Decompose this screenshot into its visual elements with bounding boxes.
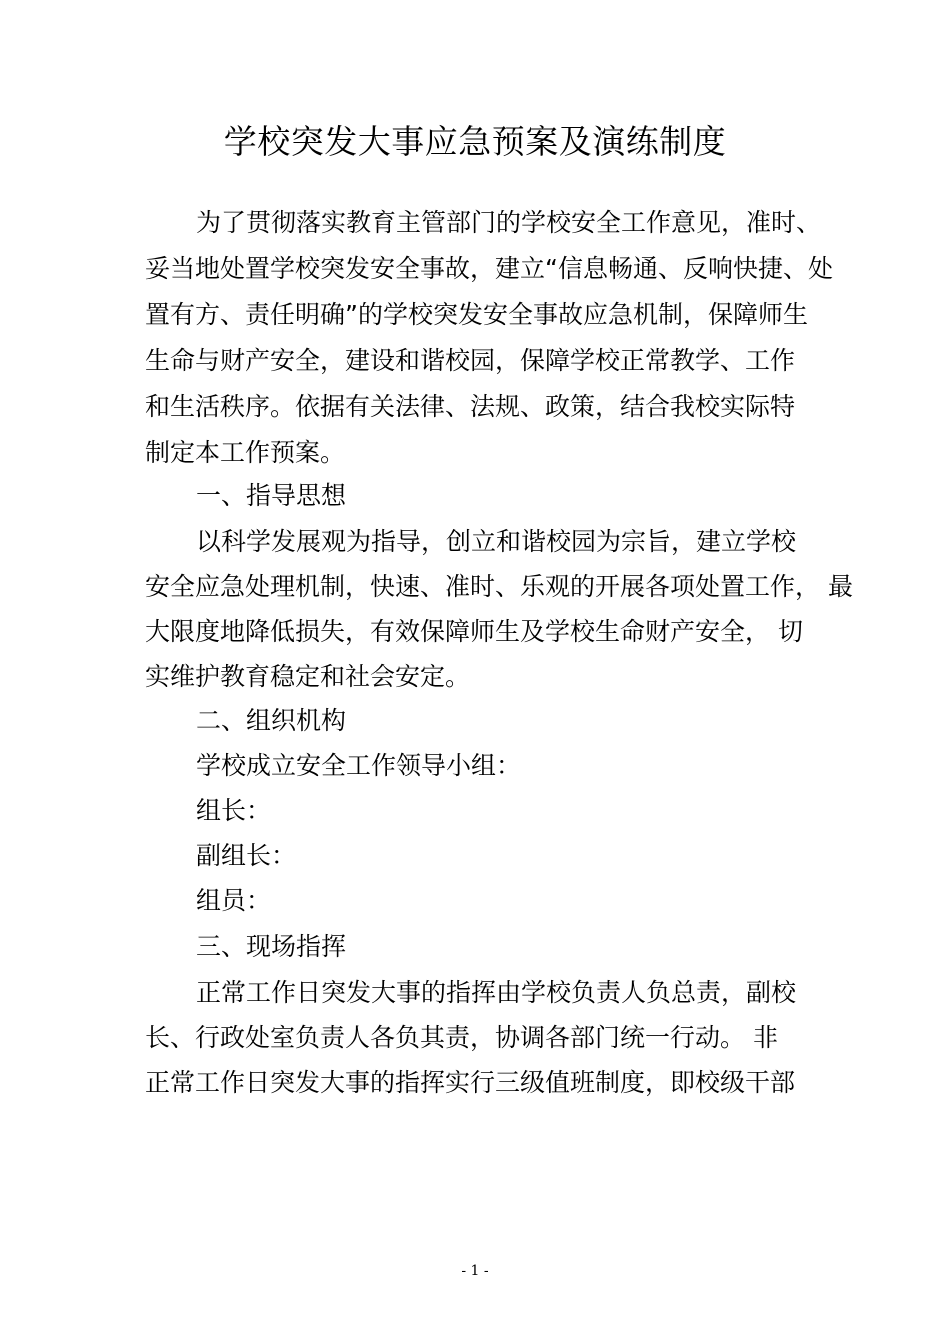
section-2-intro: 学校成立安全工作领导小组： xyxy=(196,751,522,780)
document-title: 学校突发大事应急预案及演练制度 xyxy=(223,122,727,161)
section-3-line-1: 正常工作日突发大事的指挥由学校负责人负总责，副校 xyxy=(196,978,797,1007)
section-1-heading: 一、指导思想 xyxy=(196,481,347,510)
section-1-line-2: 安全应急处理机制，快速、准时、乐观的开展各项处置工作， 最 xyxy=(145,572,853,601)
intro-line-4: 生命与财产安全，建设和谐校园，保障学校正常教学、工作 xyxy=(145,346,796,375)
members-label: 组员： xyxy=(196,886,272,915)
section-2-heading: 二、组织机构 xyxy=(196,706,347,735)
group-leader-label: 组长： xyxy=(196,796,272,825)
intro-line-2: 妥当地处置学校突发安全事故，建立“信息畅通、反响快捷、处 xyxy=(145,254,833,283)
page-number: - 1 - xyxy=(461,1263,489,1279)
section-1-line-4: 实维护教育稳定和社会安定。 xyxy=(145,662,471,691)
section-3-heading: 三、现场指挥 xyxy=(196,932,347,961)
intro-line-6: 制定本工作预案。 xyxy=(145,438,346,467)
intro-line-3: 置有方、责任明确”的学校突发安全事故应急机制，保障师生 xyxy=(145,300,808,329)
intro-line-1: 为了贯彻落实教育主管部门的学校安全工作意见，准时、 xyxy=(196,208,822,237)
section-3-line-2: 长、行政处室负责人各负其责，协调各部门统一行动。 非 xyxy=(145,1023,778,1052)
deputy-leader-label: 副组长： xyxy=(196,841,297,870)
section-1-line-3: 大限度地降低损失，有效保障师生及学校生命财产安全， 切 xyxy=(145,617,803,646)
section-1-line-1: 以科学发展观为指导，创立和谐校园为宗旨，建立学校 xyxy=(196,527,797,556)
intro-line-5: 和生活秩序。依据有关法律、法规、政策，结合我校实际特 xyxy=(145,392,796,421)
section-3-line-3: 正常工作日突发大事的指挥实行三级值班制度，即校级干部 xyxy=(145,1068,796,1097)
